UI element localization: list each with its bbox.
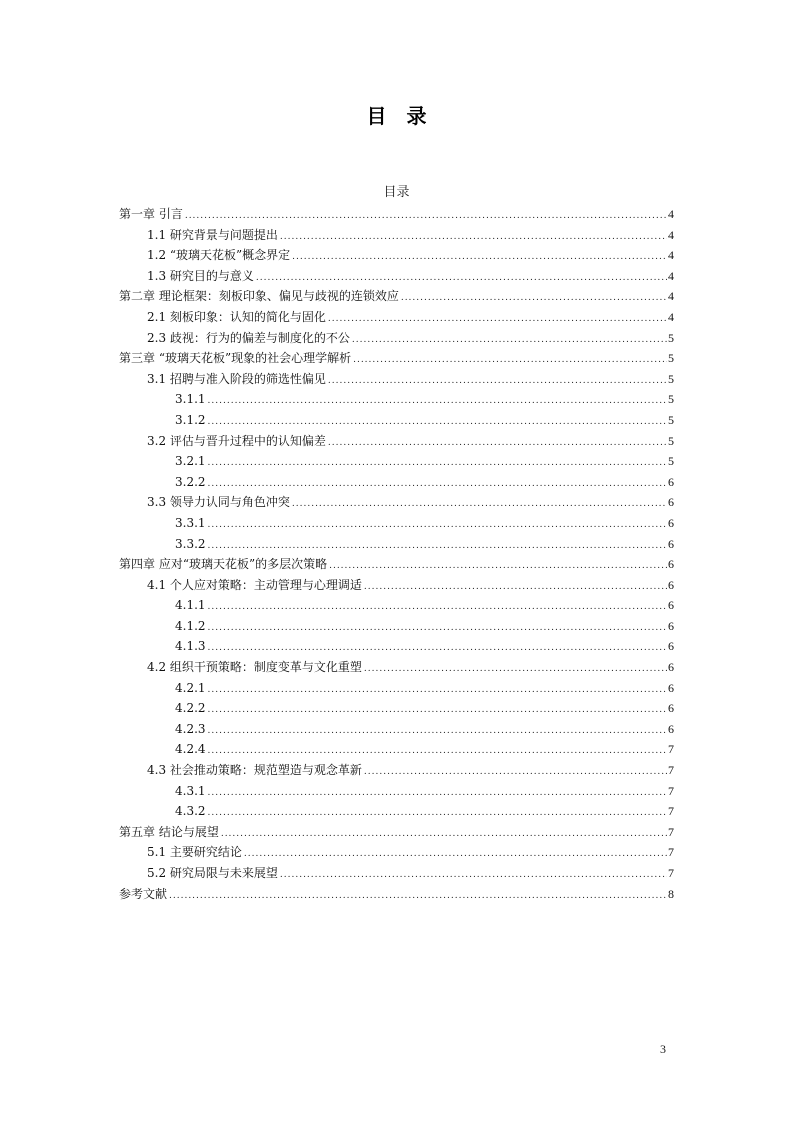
toc-entry[interactable] bbox=[119, 534, 674, 555]
toc-entry-page: 7 bbox=[668, 783, 674, 798]
toc-dot-leader bbox=[328, 433, 667, 454]
toc-entry-page: 6 bbox=[668, 639, 674, 654]
toc-entry[interactable] bbox=[119, 492, 674, 513]
toc-dot-leader bbox=[208, 597, 667, 618]
toc-entry-label: 1.3 研究目的与意义 bbox=[147, 268, 254, 283]
toc-entry-page: 4 bbox=[668, 227, 674, 242]
toc-entry-page: 4 bbox=[668, 309, 674, 324]
toc-dot-leader bbox=[185, 206, 667, 227]
toc-entry-label: 4.1.3 bbox=[175, 639, 206, 654]
toc-entry[interactable] bbox=[119, 554, 674, 575]
toc-entry-label: 3.2.2 bbox=[175, 474, 206, 489]
toc-entry-page: 6 bbox=[668, 495, 674, 510]
toc-dot-leader bbox=[208, 700, 667, 721]
toc-entry-label: 4.1.2 bbox=[175, 618, 206, 633]
toc-dot-leader bbox=[208, 474, 667, 495]
toc-entry-page: 6 bbox=[668, 536, 674, 551]
toc-entry[interactable] bbox=[119, 884, 674, 905]
toc-entry[interactable] bbox=[119, 431, 674, 452]
toc-entry-label: 4.2.2 bbox=[175, 701, 206, 716]
toc-dot-leader bbox=[169, 886, 667, 907]
toc-entry-page: 7 bbox=[668, 845, 674, 860]
toc-dot-leader bbox=[280, 227, 667, 248]
toc-entry-label: 3.3 领导力认同与角色冲突 bbox=[147, 495, 290, 510]
toc-entry[interactable] bbox=[119, 307, 674, 328]
toc-dot-leader bbox=[401, 288, 667, 309]
toc-dot-leader bbox=[208, 680, 667, 701]
toc-dot-leader bbox=[208, 515, 667, 536]
toc-entry-page: 4 bbox=[668, 268, 674, 283]
toc-entry-label: 4.3.2 bbox=[175, 804, 206, 819]
toc-entry-page: 6 bbox=[668, 618, 674, 633]
toc-dot-leader bbox=[208, 741, 667, 762]
toc-entry[interactable] bbox=[119, 369, 674, 390]
toc-entry-label: 3.2 评估与晋升过程中的认知偏差 bbox=[147, 433, 326, 448]
toc-dot-leader bbox=[208, 638, 667, 659]
toc-entry-label: 5.1 主要研究结论 bbox=[147, 845, 242, 860]
toc-dot-leader bbox=[292, 494, 667, 515]
toc-entry-page: 7 bbox=[668, 866, 674, 880]
toc-entry[interactable] bbox=[119, 328, 674, 349]
toc-entry-label: 第一章 引言 bbox=[119, 207, 183, 221]
toc-entry[interactable] bbox=[119, 472, 674, 493]
toc-entry[interactable] bbox=[119, 513, 674, 534]
toc-entry[interactable] bbox=[119, 389, 674, 410]
toc-dot-leader bbox=[208, 618, 667, 639]
toc-entry-page: 6 bbox=[668, 515, 674, 530]
page-number: 3 bbox=[660, 1042, 666, 1056]
toc-entry-page: 7 bbox=[668, 824, 674, 839]
toc-entry[interactable] bbox=[119, 575, 674, 596]
toc-entry-label: 第三章 “玻璃天花板”现象的社会心理学解析 bbox=[119, 351, 352, 366]
toc-entry[interactable] bbox=[119, 822, 674, 843]
toc-dot-leader bbox=[328, 309, 667, 330]
page-title: 目录 bbox=[366, 104, 447, 128]
toc-dot-leader bbox=[208, 536, 667, 557]
toc-entry-label: 1.2 “玻璃天花板”概念界定 bbox=[147, 248, 291, 263]
toc-dot-leader bbox=[208, 803, 667, 824]
toc-entry[interactable] bbox=[119, 204, 674, 225]
toc-entry-label: 4.2.3 bbox=[175, 721, 206, 736]
toc-entry-label: 4.2 组织干预策略：制度变革与文化重塑 bbox=[147, 660, 362, 675]
toc-entry[interactable] bbox=[119, 636, 674, 657]
toc-entry-label: 5.2 研究局限与未来展望 bbox=[147, 866, 278, 880]
toc-entry-label: 第五章 结论与展望 bbox=[119, 824, 219, 839]
toc-entry-page: 5 bbox=[668, 433, 674, 448]
toc-entry-page: 6 bbox=[668, 598, 674, 613]
toc-entry-label: 参考文献 bbox=[119, 886, 168, 901]
toc-entry-label: 3.1.1 bbox=[175, 392, 206, 407]
toc-entry[interactable] bbox=[119, 842, 674, 863]
toc-entry-page: 5 bbox=[668, 454, 674, 469]
toc-dot-leader bbox=[364, 762, 667, 783]
toc-entry-label: 3.3.2 bbox=[175, 536, 206, 551]
toc-entry[interactable] bbox=[119, 657, 674, 678]
toc-dot-leader bbox=[280, 865, 667, 886]
toc-entry-page: 5 bbox=[668, 351, 674, 366]
toc-entry-label: 3.3.1 bbox=[175, 515, 206, 530]
toc-entry-page: 7 bbox=[668, 804, 674, 819]
toc-entry-page: 5 bbox=[668, 330, 674, 345]
toc-dot-leader bbox=[208, 412, 667, 433]
toc-entry[interactable] bbox=[119, 225, 674, 246]
toc-entry-label: 第二章 理论框架：刻板印象、偏见与歧视的连锁效应 bbox=[119, 289, 399, 304]
toc-dot-leader bbox=[208, 453, 667, 474]
toc-entry[interactable] bbox=[119, 678, 674, 699]
toc-entry[interactable] bbox=[119, 801, 674, 822]
toc-entry[interactable] bbox=[119, 286, 674, 307]
toc-entry-label: 4.1 个人应对策略：主动管理与心理调适 bbox=[147, 577, 362, 592]
toc-dot-leader bbox=[244, 844, 667, 865]
toc-entry-label: 4.1.1 bbox=[175, 598, 206, 613]
toc-dot-leader bbox=[329, 556, 667, 577]
toc-entry-page: 6 bbox=[668, 721, 674, 736]
toc-dot-leader bbox=[352, 330, 667, 351]
toc-dot-leader bbox=[292, 247, 667, 268]
toc-dot-leader bbox=[208, 783, 667, 804]
toc-entry-label: 4.2.4 bbox=[175, 742, 206, 757]
toc-dot-leader bbox=[364, 659, 667, 680]
toc-entry-page: 5 bbox=[668, 392, 674, 407]
toc-entry-page: 5 bbox=[668, 371, 674, 386]
toc-entry-page: 8 bbox=[668, 886, 674, 901]
toc-dot-leader bbox=[208, 391, 667, 412]
toc-entry[interactable] bbox=[119, 616, 674, 637]
toc-entry-label: 2.3 歧视：行为的偏差与制度化的不公 bbox=[147, 330, 350, 345]
toc-entry-page: 7 bbox=[668, 742, 674, 757]
toc-entry-page: 6 bbox=[668, 474, 674, 489]
toc-dot-leader bbox=[353, 350, 667, 371]
toc-entry[interactable] bbox=[119, 245, 674, 266]
toc-dot-leader bbox=[221, 824, 667, 845]
toc-entry[interactable] bbox=[119, 266, 674, 287]
toc-dot-leader bbox=[256, 268, 667, 289]
toc-entry[interactable] bbox=[119, 719, 674, 740]
toc-entry[interactable] bbox=[119, 348, 674, 369]
toc-entry[interactable] bbox=[119, 595, 674, 616]
toc-entry-label: 2.1 刻板印象：认知的简化与固化 bbox=[147, 309, 326, 324]
toc-entry-page: 6 bbox=[668, 577, 674, 592]
toc-dot-leader bbox=[208, 721, 667, 742]
toc-dot-leader bbox=[364, 577, 667, 598]
toc-entry[interactable] bbox=[119, 863, 674, 884]
toc-entry-page: 4 bbox=[668, 248, 674, 263]
toc-entry-page: 7 bbox=[668, 763, 674, 778]
table-of-contents bbox=[119, 204, 674, 904]
toc-entry[interactable] bbox=[119, 410, 674, 431]
toc-entry-label: 4.3.1 bbox=[175, 783, 206, 798]
toc-entry-page: 4 bbox=[668, 289, 674, 304]
toc-entry-label: 4.3 社会推动策略：规范塑造与观念革新 bbox=[147, 763, 362, 778]
toc-entry-label: 第四章 应对“玻璃天花板”的多层次策略 bbox=[119, 557, 328, 572]
toc-entry-label: 3.1.2 bbox=[175, 412, 206, 427]
toc-entry-label: 3.2.1 bbox=[175, 454, 206, 469]
toc-entry[interactable] bbox=[119, 698, 674, 719]
toc-entry-label: 1.1 研究背景与问题提出 bbox=[147, 227, 278, 242]
toc-entry-page: 6 bbox=[668, 680, 674, 695]
toc-entry[interactable] bbox=[119, 739, 674, 760]
toc-entry-page: 6 bbox=[668, 660, 674, 675]
toc-heading: 目录 bbox=[383, 185, 410, 200]
toc-entry-label: 4.2.1 bbox=[175, 680, 206, 695]
toc-dot-leader bbox=[328, 371, 667, 392]
toc-entry-label: 3.1 招聘与准入阶段的筛选性偏见 bbox=[147, 371, 326, 386]
toc-entry[interactable] bbox=[119, 781, 674, 802]
toc-entry-page: 5 bbox=[668, 412, 674, 427]
toc-entry[interactable] bbox=[119, 451, 674, 472]
toc-entry-page: 4 bbox=[668, 207, 674, 221]
toc-entry[interactable] bbox=[119, 760, 674, 781]
toc-entry-page: 6 bbox=[668, 557, 674, 572]
toc-entry-page: 6 bbox=[668, 701, 674, 716]
